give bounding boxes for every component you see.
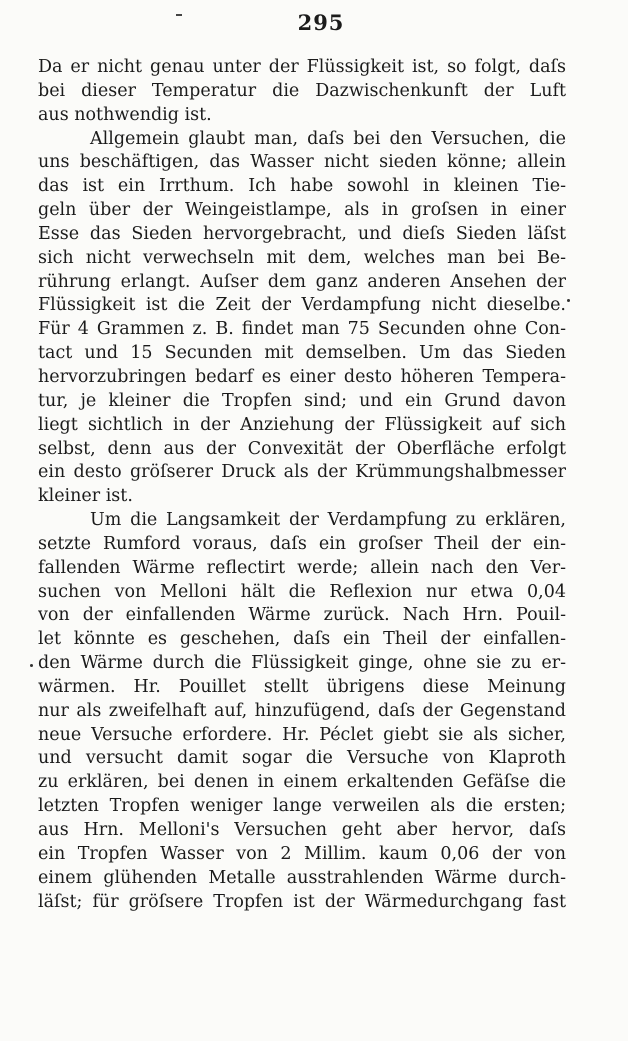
text-line: tact und 15 Secunden mit demselben. Um das Sieden [38,343,566,364]
text-line: zu erklären, bei denen in einem erkaltenden Gefäſse die [38,772,566,793]
text-line: neue Versuche erfordere. Hr. Péclet giebt sie als sicher, [38,724,566,745]
text-line: hervorzubringen bedarf es einer desto höheren Tempera- [38,366,566,387]
text-line: aus nothwendig ist. [38,104,212,125]
text-line: letzten Tropfen weniger lange verweilen als die ersten; [38,796,566,817]
text-line: sich nicht verwechseln mit dem, welches man bei Be- [38,247,566,268]
text-line: nur als zweifelhaft auf, hinzufügend, daſs der Gegenstand [38,700,566,721]
text-line: Esse das Sieden hervorgebracht, und dieſs Sieden läſst [38,223,566,244]
text-line: und versucht damit sogar die Versuche von Klaproth [38,748,566,769]
text-line: ein desto gröſserer Druck als der Krümmungshalbmesser [38,462,566,483]
text-line: ein Tropfen Wasser von 2 Millim. kaum 0,06 der von [38,843,566,864]
print-speck [30,664,33,667]
text-line: Für 4 Grammen z. B. findet man 75 Secunden ohne Con- [38,319,566,340]
page-number: 295 [297,10,345,35]
text-line: das ist ein Irrthum. Ich habe sowohl in kleinen Tie- [38,176,566,197]
text-line: aus Hrn. Melloni's Versuchen geht aber hervor, daſs [38,820,566,840]
text-line: den Wärme durch die Flüssigkeit ginge, ohne sie zu er- [38,653,566,674]
body-text [38,56,566,914]
text-line: suchen von Melloni hält die Reflexion nur etwa 0,04 [38,581,566,602]
text-line: liegt sichtlich in der Anziehung der Flüssigkeit auf sich [38,414,566,435]
text-line: geln über der Weingeistlampe, als in groſsen in einer [38,200,566,221]
text-line: kleiner ist. [38,486,133,507]
text-line: setzte Rumford voraus, daſs ein groſser Theil der ein- [38,533,566,554]
text-line: fallenden Wärme reflectirt werde; allein nach den Ver- [38,557,566,578]
text-line: wärmen. Hr. Pouillet stellt übrigens diese Meinung [38,676,566,697]
text-line: bei dieser Temperatur die Dazwischenkunft der Luft [38,80,566,101]
text-line: tur, je kleiner die Tropfen sind; und ein Grund davon [38,390,566,411]
text-line: Allgemein glaubt man, daſs bei den Versuchen, die [90,128,566,149]
print-speck [567,299,570,302]
text-line: let könnte es geschehen, daſs ein Theil der einfallen- [38,629,566,650]
text-line: Da er nicht genau unter der Flüssigkeit ist, so folgt, daſs [38,57,566,77]
text-line: einem glühenden Metalle ausstrahlenden Wärme durch- [38,867,566,888]
text-line: Um die Langsamkeit der Verdampfung zu erklären, [90,510,566,531]
text-line: selbst, denn aus der Convexität der Oberfläche erfolgt [38,438,566,459]
text-line: von der einfallenden Wärme zurück. Nach Hrn. Pouil- [38,605,566,626]
text-line: uns beschäftigen, das Wasser nicht sieden könne; allein [38,152,566,173]
text-line: läſst; für gröſsere Tropfen ist der Wärmedurchgang fast [38,891,566,912]
text-line: rührung erlangt. Auſser dem ganz anderen Ansehen der [38,271,566,292]
text-line: Flüssigkeit ist die Zeit der Verdampfung nicht dieselbe. [38,295,566,316]
